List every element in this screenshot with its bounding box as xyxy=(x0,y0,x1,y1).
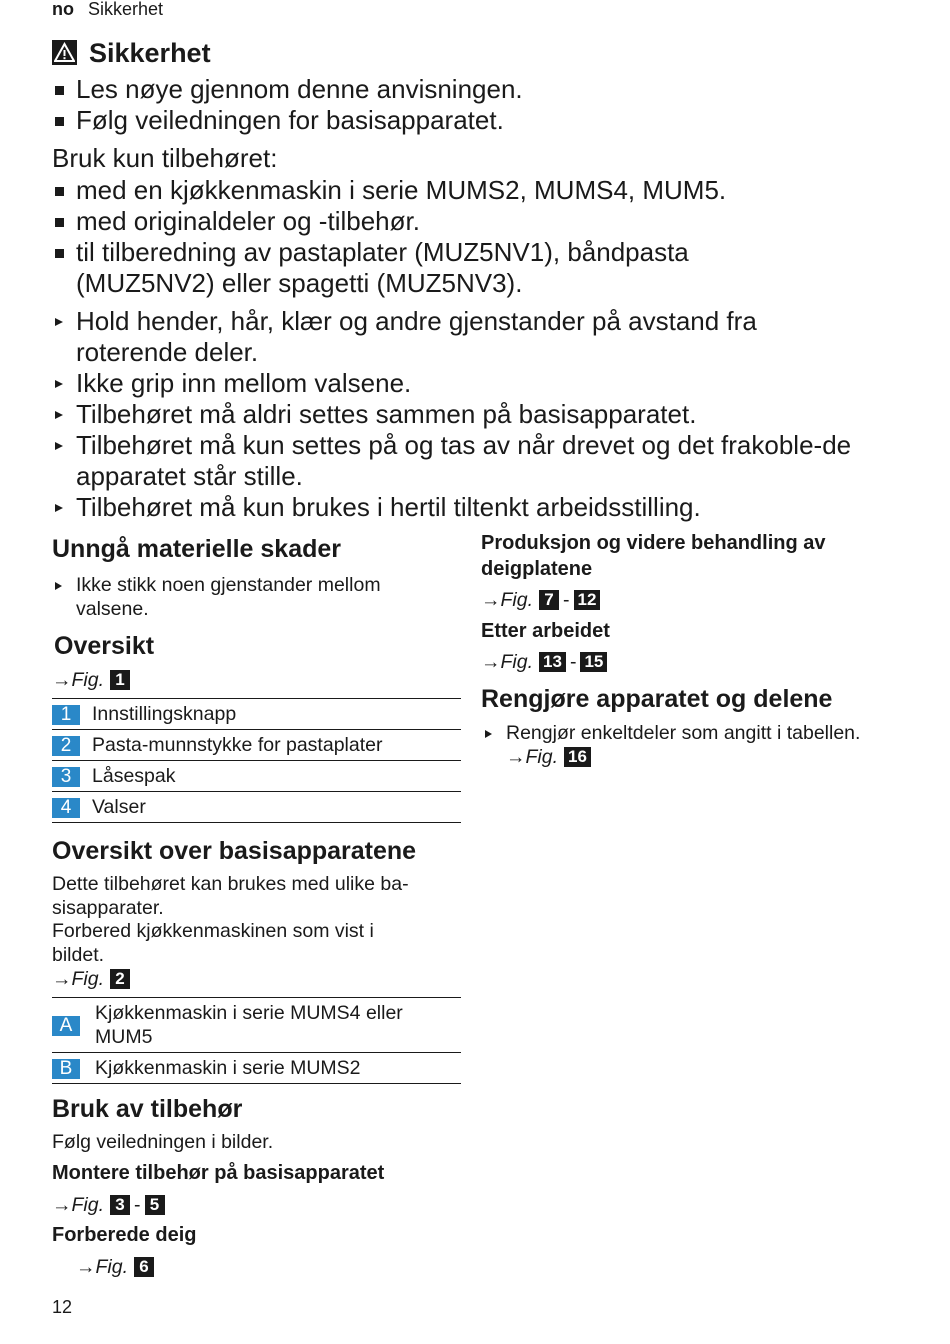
item-key-badge: 4 xyxy=(52,798,80,818)
item-label: Låsespak xyxy=(92,761,461,792)
list-item: Følg veiledningen for basisapparatet. xyxy=(52,105,523,136)
safety-title: Sikkerhet xyxy=(89,38,211,68)
mount-heading: Montere tilbehør på basisapparatet xyxy=(52,1162,385,1184)
arrow-right-icon: → xyxy=(52,1194,72,1216)
fig-reference xyxy=(52,967,130,991)
fig-number-badge: 3 xyxy=(110,1195,130,1215)
safety-bullets-1 xyxy=(52,74,523,136)
arrow-right-icon: → xyxy=(76,1256,96,1278)
base-heading: Oversikt over basisapparatene xyxy=(52,837,417,865)
range-dash: - xyxy=(569,651,577,673)
safety-bullets-2 xyxy=(52,175,812,299)
list-item: Hold hender, hår, klær og andre gjenstander på avstand fra roterende deler. xyxy=(52,306,836,368)
production-heading: Produksjon og videre behandling av deigplatene xyxy=(481,532,826,580)
range-dash: - xyxy=(563,589,570,611)
fig-number-badge: 5 xyxy=(145,1195,165,1215)
fig-number-badge: 6 xyxy=(134,1257,154,1277)
overview-heading: Oversikt xyxy=(54,632,155,660)
damage-heading: Unngå materielle skader xyxy=(52,535,342,563)
table-row xyxy=(52,792,461,823)
list-item: Ikke grip inn mellom valsene. xyxy=(52,368,912,399)
table-row xyxy=(52,699,461,730)
language-code: no xyxy=(52,0,74,19)
item-label: Kjøkkenmaskin i serie MUMS4 eller MUM5 xyxy=(95,998,461,1053)
dough-heading: Forberede deig xyxy=(52,1224,197,1246)
fig-number-badge: 1 xyxy=(110,670,130,690)
item-key-badge: 2 xyxy=(52,736,80,756)
fig-number-badge: 16 xyxy=(564,747,591,767)
fig-number-badge: 15 xyxy=(580,652,607,672)
running-header xyxy=(52,0,163,18)
list-item: til tilberedning av pastaplater (MUZ5NV1), båndpasta (MUZ5NV2) eller spagetti (MUZ5NV3). xyxy=(52,237,812,299)
cleaning-steps xyxy=(482,722,922,746)
fig-reference xyxy=(481,650,607,674)
list-item: med en kjøkkenmaskin i serie MUMS2, MUMS4, MUM5. xyxy=(52,175,812,206)
list-item: Les nøye gjennom denne anvisningen. xyxy=(52,74,523,105)
item-label: Valser xyxy=(92,792,461,823)
table-row xyxy=(52,730,461,761)
list-item: Rengjør enkeltdeler som angitt i tabellen. xyxy=(482,722,922,746)
use-heading: Bruk av tilbehør xyxy=(52,1095,243,1123)
damage-steps xyxy=(52,574,442,621)
safety-steps xyxy=(52,306,912,523)
item-label: Innstillingsknapp xyxy=(92,699,461,730)
list-item: Ikke stikk noen gjenstander mellom valsene. xyxy=(52,574,442,621)
fig-reference xyxy=(52,668,130,692)
header-section: Sikkerhet xyxy=(88,0,164,19)
table-row xyxy=(52,998,461,1053)
overview-table xyxy=(52,698,461,823)
list-item: med originaldeler og -tilbehør. xyxy=(52,206,812,237)
item-label: Kjøkkenmaskin i serie MUMS2 xyxy=(95,1053,461,1084)
arrow-right-icon: → xyxy=(481,589,501,611)
item-key-badge: 3 xyxy=(52,767,80,787)
safety-heading xyxy=(52,36,211,70)
list-item: Tilbehøret må kun settes på og tas av når drevet og det frakoble-de apparatet står stille. xyxy=(52,430,906,492)
page-number: 12 xyxy=(52,1297,73,1317)
cleaning-heading: Rengjøre apparatet og delene xyxy=(481,685,833,713)
fig-reference xyxy=(481,588,600,612)
arrow-right-icon: → xyxy=(52,669,72,691)
use-intro: Bruk kun tilbehøret: xyxy=(52,143,278,173)
arrow-right-icon: → xyxy=(506,746,526,768)
item-key-badge: B xyxy=(52,1059,80,1079)
fig-label: Fig. xyxy=(71,1194,105,1216)
warning-icon xyxy=(52,40,77,65)
table-row xyxy=(52,1053,461,1084)
fig-number-badge: 2 xyxy=(110,969,130,989)
fig-reference xyxy=(52,1193,165,1217)
fig-label: Fig. xyxy=(71,669,105,691)
fig-reference xyxy=(506,745,591,769)
item-label: Pasta-munnstykke for pastaplater xyxy=(92,730,461,761)
item-key-badge: 1 xyxy=(52,705,80,725)
fig-label: Fig. xyxy=(525,746,559,768)
fig-label: Fig. xyxy=(500,651,534,673)
fig-label: Fig. xyxy=(95,1256,129,1278)
range-dash: - xyxy=(134,1194,141,1216)
fig-label: Fig. xyxy=(71,968,105,990)
fig-number-badge: 12 xyxy=(574,590,601,610)
fig-number-badge: 7 xyxy=(539,590,559,610)
arrow-right-icon: → xyxy=(52,968,72,990)
base-paragraph-1: Dette tilbehøret kan brukes med ulike ba-sisapparater. xyxy=(52,873,409,919)
item-key-badge: A xyxy=(52,1016,80,1036)
list-item: Tilbehøret må kun brukes i hertil tiltenkt arbeidsstilling. xyxy=(52,492,912,523)
fig-reference xyxy=(76,1255,154,1279)
table-row xyxy=(52,761,461,792)
fig-number-badge: 13 xyxy=(539,652,566,672)
base-paragraph-2: Forbered kjøkkenmaskinen som vist i bildet. xyxy=(52,920,374,966)
use-intro-text: Følg veiledningen i bilder. xyxy=(52,1131,274,1153)
base-table xyxy=(52,997,461,1084)
list-item: Tilbehøret må aldri settes sammen på basisapparatet. xyxy=(52,399,912,430)
after-work-heading: Etter arbeidet xyxy=(481,620,610,642)
fig-label: Fig. xyxy=(500,589,534,611)
arrow-right-icon: → xyxy=(481,651,501,673)
